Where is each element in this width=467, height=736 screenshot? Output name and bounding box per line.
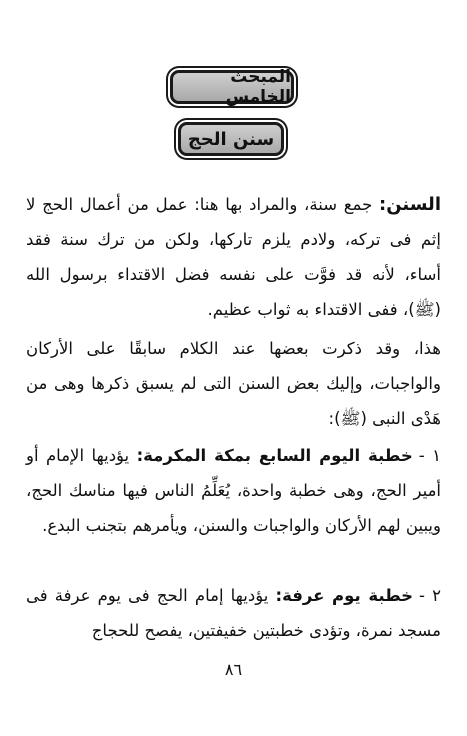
- section-title-box: [178, 122, 284, 156]
- item-title: خطبة يوم عرفة:: [275, 585, 414, 605]
- definition-text: جمع سنة، والمراد بها هنا: عمل من أعمال الحج لا إثم فى تركه، ولادم يلزم تاركها، ولكن من ترك سنة فقد أساء، لأنه قد فوَّت على نفسه فضل الاقتداء برسول الله (ﷺ)، ففى الاقتداء به ثواب عظيم.: [26, 194, 441, 319]
- item-text: يؤديها الإمام أو أمير الحج، وهى خطبة واحدة، يُعَلِّمُ الناس فيها مناسك الحج، ويبين لهم الأركان والواجبات والسنن، ويأمرهم بتجنب البدع.: [26, 445, 441, 535]
- item-number: ١ -: [418, 445, 441, 465]
- page-number: ٨٦: [224, 660, 243, 679]
- chapter-title: المبحث الخامس: [225, 67, 291, 107]
- section-title: سنن الحج: [187, 128, 275, 150]
- list-item: [26, 438, 441, 543]
- item-title: خطبة اليوم السابع بمكة المكرمة:: [136, 445, 413, 465]
- intro-paragraph: هذا، وقد ذكرت بعضها عند الكلام سابقًا على الأركان والواجبات، وإليك بعض السنن التى لم يسبق ذكرها وهى من هَدْى النبى (ﷺ):: [26, 338, 441, 428]
- item-text: يؤديها إمام الحج فى يوم عرفة فى مسجد نمرة، وتؤدى خطبتين خفيفتين، يفصح للحجاج: [26, 585, 441, 640]
- definition-term: السنن:: [379, 193, 441, 215]
- item-number: ٢ -: [419, 585, 441, 605]
- list-item: [26, 578, 441, 648]
- chapter-title-box: [170, 67, 294, 107]
- definition-paragraph: [26, 187, 441, 327]
